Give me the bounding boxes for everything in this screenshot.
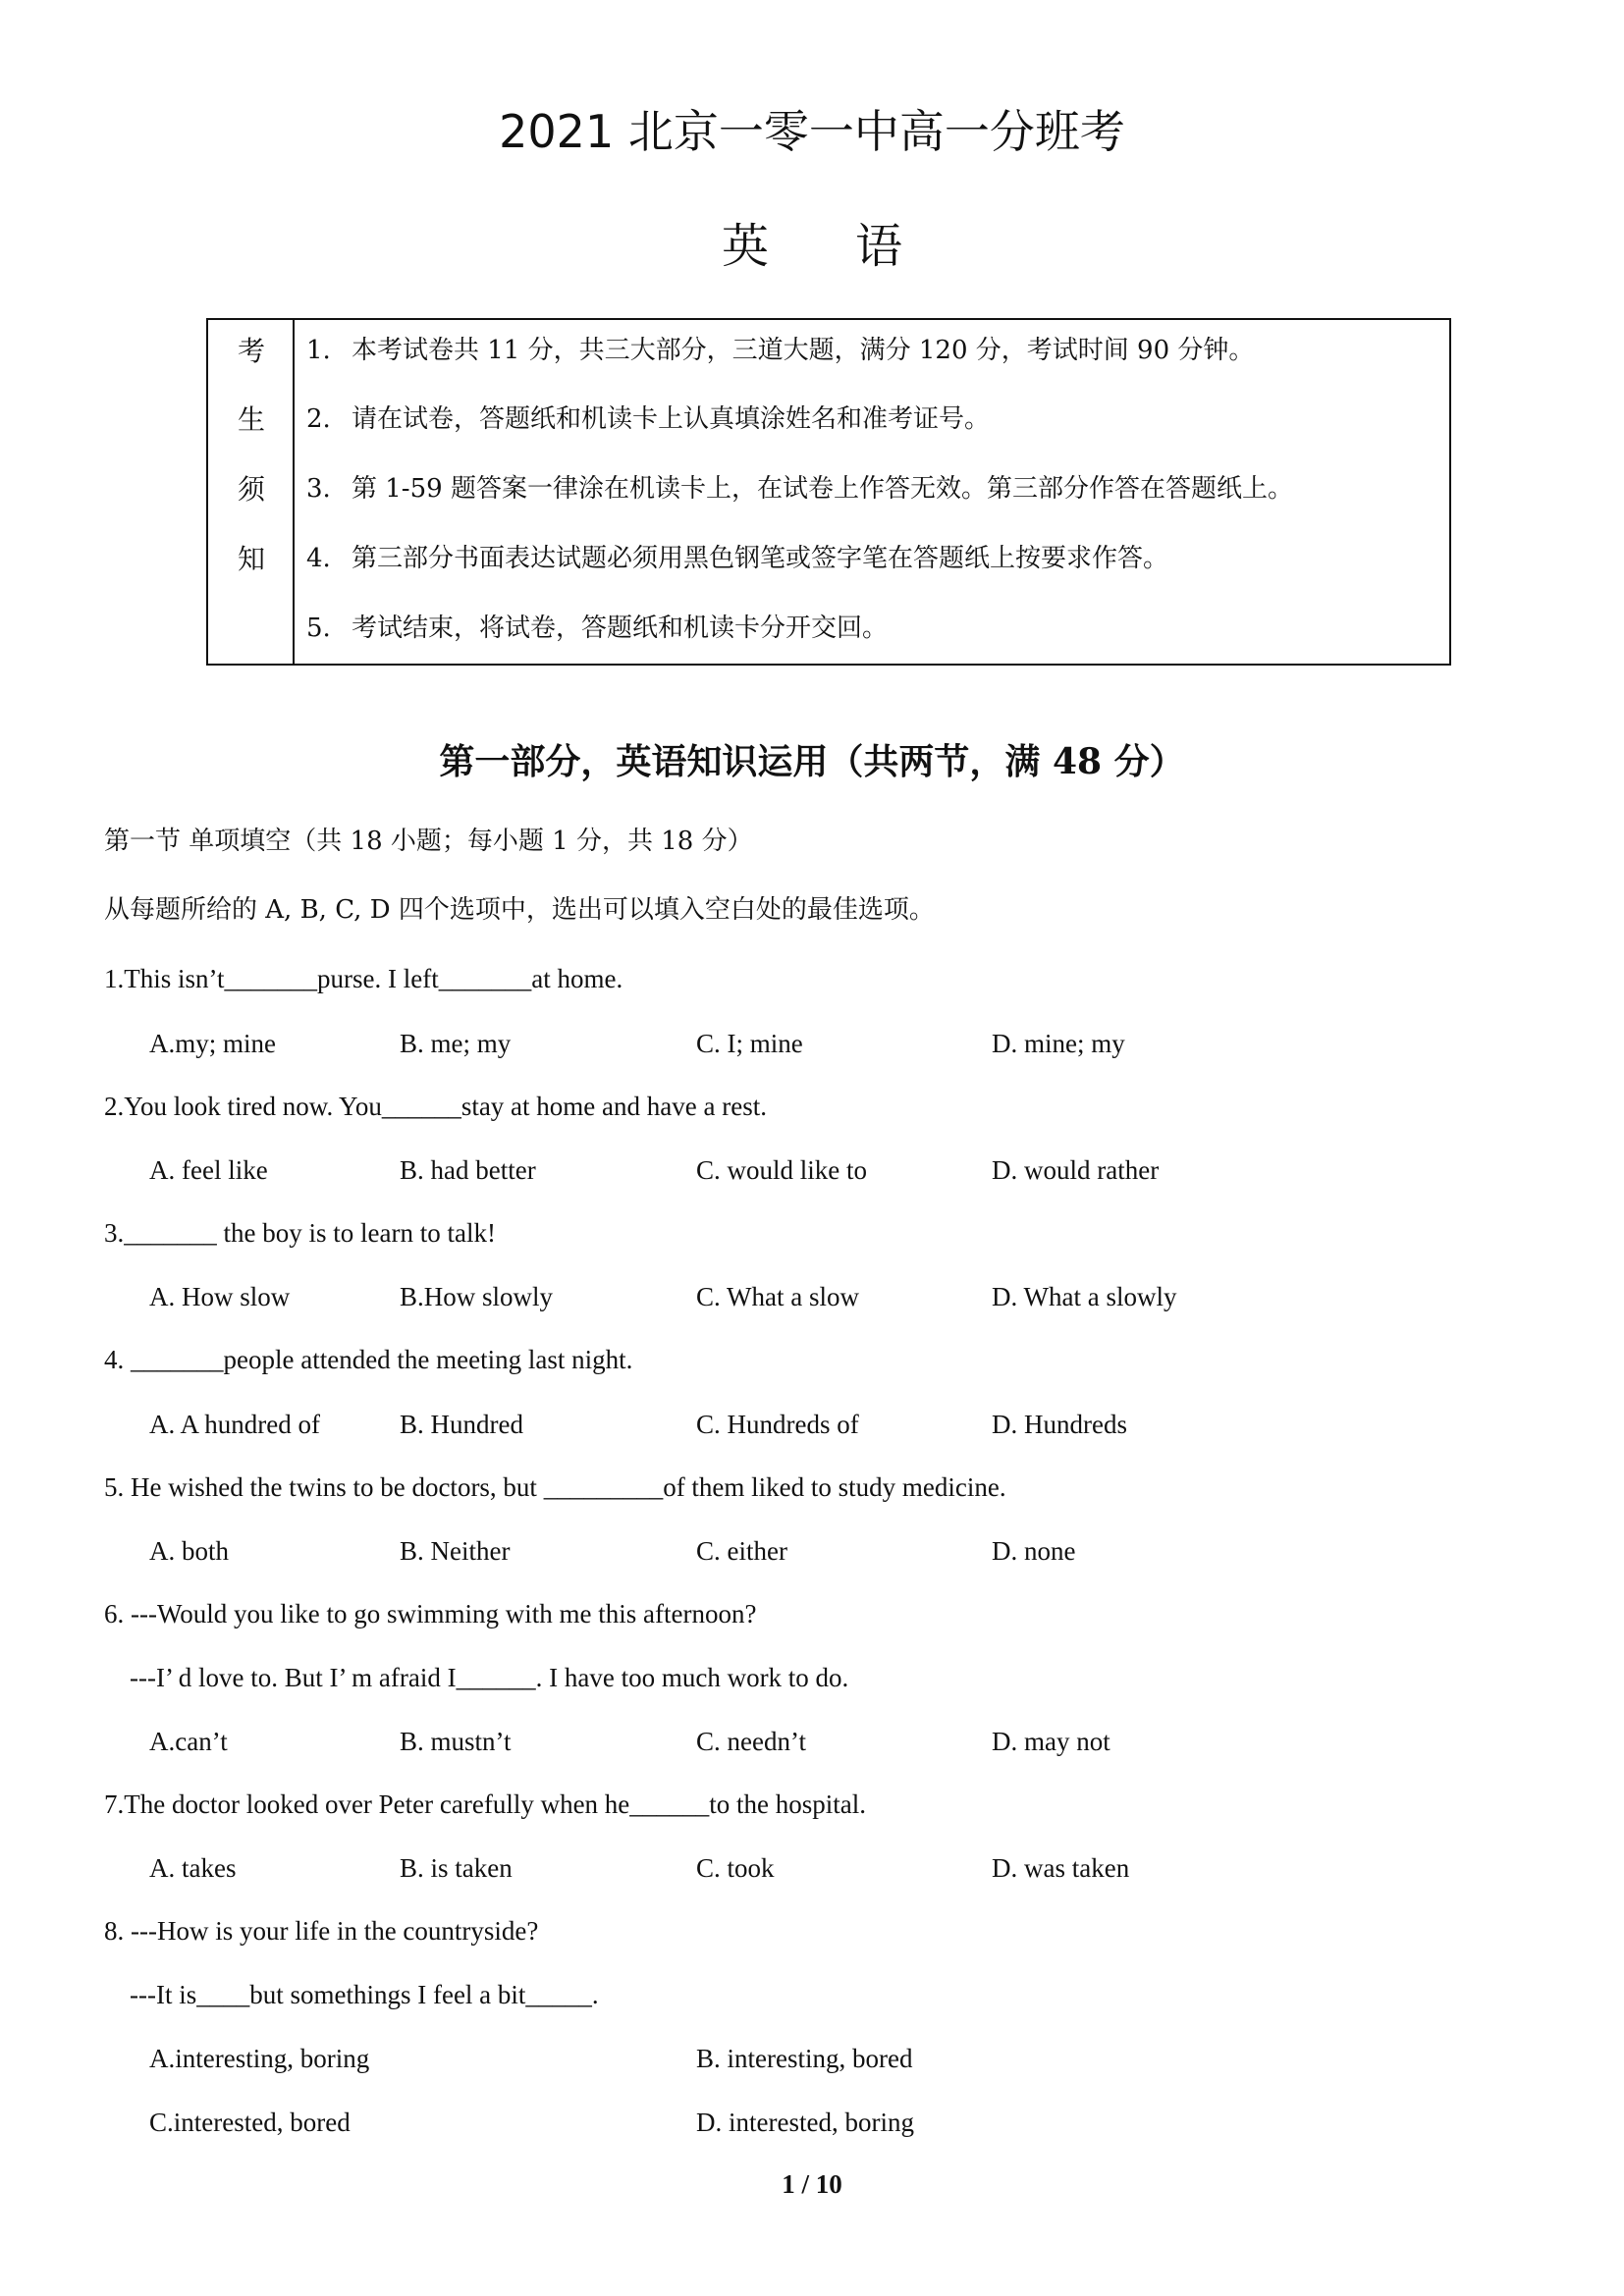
candidate-notice-box xyxy=(206,318,1451,666)
question-7-stem: 7.The doctor looked over Peter carefully when he______to the hospital. xyxy=(104,1789,867,1819)
question-4-option-b: B. Hundred xyxy=(400,1410,523,1439)
question-2-option-b: B. had better xyxy=(400,1155,536,1185)
notice-item-number: 2. xyxy=(306,404,331,434)
question-2-stem: 2.You look tired now. You______stay at home and have a rest. xyxy=(104,1092,767,1121)
question-4-option-c: C. Hundreds of xyxy=(696,1410,859,1439)
notice-item-text: 第 1-59 题答案一律涂在机读卡上，在试卷上作答无效。第三部分作答在答题纸上。 xyxy=(352,474,1293,504)
subject-char: 语 xyxy=(855,219,903,274)
notice-item-number: 4. xyxy=(306,544,331,573)
notice-item xyxy=(306,399,990,435)
page-number: 1 / 10 xyxy=(782,2169,842,2199)
subject-title xyxy=(0,208,1624,276)
question-1-option-a: A.my; mine xyxy=(149,1029,276,1058)
question-6-option-a: A.can’t xyxy=(149,1727,228,1756)
notice-item-text: 请在试卷，答题纸和机读卡上认真填涂姓名和准考证号。 xyxy=(352,404,991,434)
question-5-stem: 5. He wished the twins to be doctors, but _________of them liked to study medicine. xyxy=(104,1472,1006,1502)
question-6-option-b: B. mustn’t xyxy=(400,1727,512,1756)
notice-item-number: 3. xyxy=(306,474,331,504)
question-1-option-b: B. me; my xyxy=(400,1029,512,1058)
notice-side-label xyxy=(208,320,295,664)
question-3-option-d: D. What a slowly xyxy=(992,1282,1177,1311)
question-8-stem-reply: ---It is____but somethings I feel a bit_____. xyxy=(130,1980,599,2009)
question-5-option-b: B. Neither xyxy=(400,1536,511,1566)
notice-side-char: 考 xyxy=(237,335,265,367)
notice-side-char: 生 xyxy=(237,403,265,436)
question-3-option-a: A. How slow xyxy=(149,1282,291,1311)
notice-item-number: 1. xyxy=(306,336,331,365)
notice-item xyxy=(306,468,1293,505)
notice-side-char: 知 xyxy=(237,543,265,575)
notice-item-text: 第三部分书面表达试题必须用黑色钢笔或签字笔在答题纸上按要求作答。 xyxy=(352,544,1169,573)
section1-heading: 第一节 单项填空（共 18 小题；每小题 1 分，共 18 分） xyxy=(104,827,753,856)
notice-item xyxy=(306,330,1254,366)
question-1-option-c: C. I; mine xyxy=(696,1029,803,1058)
question-7-option-b: B. is taken xyxy=(400,1853,513,1883)
question-6-option-c: C. needn’t xyxy=(696,1727,806,1756)
question-5-option-a: A. both xyxy=(149,1536,229,1566)
question-6-option-d: D. may not xyxy=(992,1727,1110,1756)
subject-char: 英 xyxy=(721,219,769,274)
question-6-stem: 6. ---Would you like to go swimming with me this afternoon? xyxy=(104,1599,757,1629)
notice-item xyxy=(306,608,888,644)
question-5-option-d: D. none xyxy=(992,1536,1076,1566)
question-1-stem: 1.This isn’t_______purse. I left_______at home. xyxy=(104,964,623,993)
question-7-option-d: D. was taken xyxy=(992,1853,1130,1883)
question-4-stem: 4. _______people attended the meeting last night. xyxy=(104,1345,633,1374)
question-3-option-b: B.How slowly xyxy=(400,1282,554,1311)
notice-item-text: 考试结束，将试卷，答题纸和机读卡分开交回。 xyxy=(352,614,889,643)
exam-title: 2021 北京一零一中高一分班考 xyxy=(499,105,1125,158)
part1-title: 第一部分，英语知识运用（共两节，满 48 分） xyxy=(439,741,1185,782)
question-8-option-c: C.interested, bored xyxy=(149,2108,351,2137)
question-5-option-c: C. either xyxy=(696,1536,787,1566)
question-3-option-c: C. What a slow xyxy=(696,1282,859,1311)
question-8-option-a: A.interesting, boring xyxy=(149,2044,370,2073)
question-1-option-d: D. mine; my xyxy=(992,1029,1125,1058)
section1-instruction: 从每题所给的 A, B, C, D 四个选项中，选出可以填入空白处的最佳选项。 xyxy=(104,895,935,925)
notice-item xyxy=(306,538,1168,574)
notice-item-text: 本考试卷共 11 分，共三大部分，三道大题，满分 120 分，考试时间 90 分钟。 xyxy=(352,336,1255,365)
question-7-option-a: A. takes xyxy=(149,1853,237,1883)
question-4-option-d: D. Hundreds xyxy=(992,1410,1127,1439)
question-7-option-c: C. took xyxy=(696,1853,775,1883)
question-2-option-c: C. would like to xyxy=(696,1155,867,1185)
question-4-option-a: A. A hundred of xyxy=(149,1410,320,1439)
question-8-option-b: B. interesting, bored xyxy=(696,2044,913,2073)
question-3-stem: 3._______ the boy is to learn to talk! xyxy=(104,1218,496,1248)
notice-side-char: 须 xyxy=(237,473,265,506)
question-2-option-a: A. feel like xyxy=(149,1155,268,1185)
question-6-stem-reply: ---I’ d love to. But I’ m afraid I______. I have too much work to do. xyxy=(130,1663,849,1692)
question-8-option-d: D. interested, boring xyxy=(696,2108,914,2137)
notice-item-number: 5. xyxy=(306,614,331,643)
question-2-option-d: D. would rather xyxy=(992,1155,1160,1185)
question-8-stem: 8. ---How is your life in the countryside? xyxy=(104,1916,539,1946)
